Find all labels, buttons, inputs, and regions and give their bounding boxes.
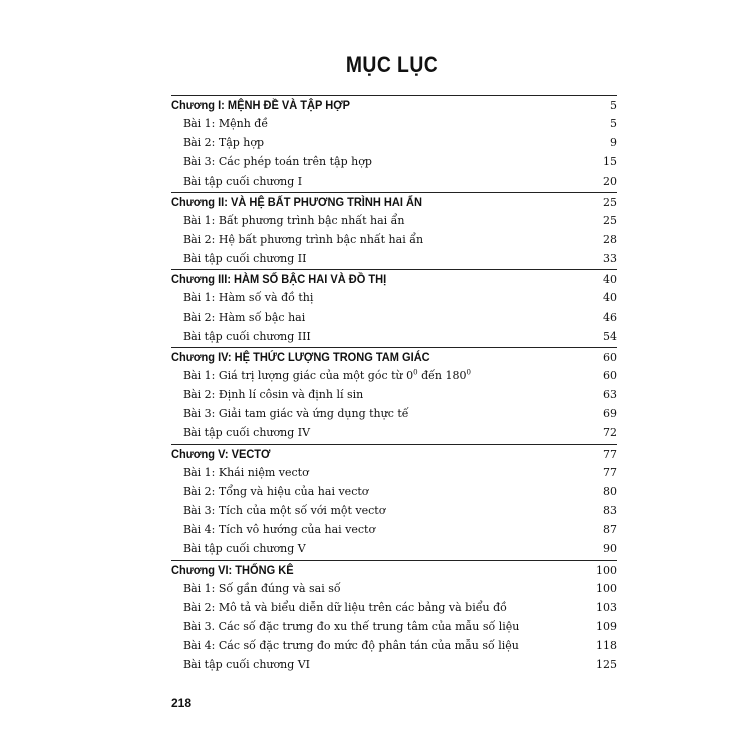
chapter-page-number: 5 bbox=[610, 99, 617, 112]
lesson-title: Bài tập cuối chương I bbox=[183, 174, 303, 188]
chapter-page-number: 60 bbox=[603, 350, 617, 364]
lesson-title: Bài 3: Tích của một số với một vectơ bbox=[183, 504, 386, 517]
lesson-row[interactable] bbox=[171, 172, 617, 191]
lesson-page-number: 5 bbox=[610, 117, 617, 130]
page-number: 218 bbox=[171, 696, 192, 710]
chapter-heading: Chương I: MỆNH ĐỀ VÀ TẬP HỢP bbox=[171, 98, 351, 112]
lesson-row[interactable] bbox=[171, 482, 617, 501]
lesson-title: Bài 1: Giá trị lượng giác của một góc từ $0^0$ đến $180^0$ bbox=[183, 368, 471, 382]
lesson-row[interactable] bbox=[171, 249, 617, 268]
lesson-title: Bài 2: Tổng và hiệu của hai vectơ bbox=[183, 484, 369, 498]
lesson-title: Bài tập cuối chương VI bbox=[183, 658, 311, 672]
lesson-title: Bài 1: Mệnh đề bbox=[183, 117, 269, 130]
chapter-page-number: 25 bbox=[603, 195, 617, 209]
lesson-page-number: 63 bbox=[603, 388, 617, 402]
lesson-title: Bài 1: Khái niệm vectơ bbox=[183, 465, 309, 479]
chapter-section bbox=[171, 560, 617, 675]
lesson-title: Bài 1: Bất phương trình bậc nhất hai ẩn bbox=[183, 213, 405, 227]
lesson-page-number: 33 bbox=[603, 252, 617, 266]
lesson-title: Bài 2: Hệ bất phương trình bậc nhất hai ẩn bbox=[183, 232, 424, 246]
lesson-page-number: 109 bbox=[596, 619, 617, 633]
lesson-row[interactable] bbox=[171, 308, 617, 327]
chapter-section bbox=[171, 269, 617, 346]
lesson-row[interactable] bbox=[171, 230, 617, 249]
lesson-title: Bài tập cuối chương IV bbox=[183, 426, 311, 440]
lesson-title: Bài tập cuối chương II bbox=[183, 252, 307, 266]
chapter-page-number: 77 bbox=[603, 447, 617, 461]
lesson-title: Bài 3. Các số đặc trưng đo xu thế trung tâm của mẫu số liệu bbox=[183, 619, 520, 633]
chapter-heading-row[interactable] bbox=[171, 347, 617, 366]
lesson-row[interactable] bbox=[171, 366, 617, 385]
lesson-row[interactable] bbox=[171, 617, 617, 636]
lesson-row[interactable] bbox=[171, 211, 617, 230]
lesson-row[interactable] bbox=[171, 501, 617, 520]
page-title: MỤC LỤC bbox=[345, 52, 439, 77]
lesson-page-number: 80 bbox=[603, 484, 617, 498]
chapter-section bbox=[171, 192, 617, 269]
lesson-page-number: 87 bbox=[603, 523, 617, 537]
lesson-page-number: 15 bbox=[603, 155, 617, 169]
chapter-heading: Chương V: VECTƠ bbox=[171, 446, 271, 461]
lesson-page-number: 25 bbox=[603, 213, 617, 227]
chapter-heading-row[interactable] bbox=[171, 444, 617, 463]
lesson-page-number: 54 bbox=[603, 329, 617, 343]
lesson-row[interactable] bbox=[171, 327, 617, 346]
lesson-row[interactable] bbox=[171, 114, 617, 133]
lesson-page-number: 100 bbox=[596, 581, 617, 595]
lesson-row[interactable] bbox=[171, 539, 617, 558]
chapter-page-number: 40 bbox=[603, 273, 617, 287]
lesson-page-number: 83 bbox=[603, 504, 617, 517]
lesson-page-number: 46 bbox=[603, 310, 617, 324]
chapter-section bbox=[171, 347, 617, 443]
lesson-title: Bài 4: Các số đặc trưng đo mức độ phân tán của mẫu số liệu bbox=[183, 639, 519, 653]
lesson-title: Bài tập cuối chương III bbox=[183, 329, 311, 343]
chapter-heading: Chương III: HÀM SỐ BẬC HAI VÀ ĐỒ THỊ bbox=[171, 272, 387, 287]
lesson-row[interactable] bbox=[171, 404, 617, 423]
lesson-title: Bài 2: Định lí côsin và định lí sin bbox=[183, 388, 364, 402]
chapter-page-number: 100 bbox=[596, 563, 617, 577]
lesson-title: Bài 1: Hàm số và đồ thị bbox=[183, 291, 314, 305]
lesson-page-number: 90 bbox=[603, 542, 617, 556]
lesson-row[interactable] bbox=[171, 636, 617, 655]
chapter-heading-row[interactable] bbox=[171, 269, 617, 288]
lesson-row[interactable] bbox=[171, 579, 617, 598]
lesson-page-number: 72 bbox=[603, 426, 617, 440]
lesson-title: Bài tập cuối chương V bbox=[183, 542, 306, 556]
lesson-page-number: 60 bbox=[603, 368, 617, 382]
lesson-page-number: 20 bbox=[603, 174, 617, 188]
lesson-title: Bài 1: Số gần đúng và sai số bbox=[183, 581, 341, 595]
lesson-row[interactable] bbox=[171, 385, 617, 404]
lesson-row[interactable] bbox=[171, 520, 617, 539]
lesson-page-number: 77 bbox=[603, 465, 617, 479]
lesson-row[interactable] bbox=[171, 463, 617, 482]
lesson-row[interactable] bbox=[171, 655, 617, 674]
chapter-heading-row[interactable] bbox=[171, 95, 617, 114]
lesson-page-number: 103 bbox=[596, 600, 617, 614]
lesson-row[interactable] bbox=[171, 288, 617, 307]
lesson-title: Bài 4: Tích vô hướng của hai vectơ bbox=[183, 523, 376, 537]
lesson-page-number: 118 bbox=[596, 639, 617, 653]
lesson-title: Bài 2: Hàm số bậc hai bbox=[183, 310, 306, 324]
chapter-heading-row[interactable] bbox=[171, 560, 617, 579]
lesson-page-number: 40 bbox=[603, 291, 617, 305]
lesson-row[interactable] bbox=[171, 423, 617, 442]
table-of-contents bbox=[171, 94, 617, 675]
lesson-page-number: 69 bbox=[603, 407, 617, 421]
lesson-title: Bài 2: Mô tả và biểu diễn dữ liệu trên các bảng và biểu đồ bbox=[183, 600, 507, 614]
lesson-row[interactable] bbox=[171, 598, 617, 617]
lesson-title: Bài 3: Các phép toán trên tập hợp bbox=[183, 155, 372, 169]
chapter-heading-row[interactable] bbox=[171, 192, 617, 211]
chapter-heading: Chương II: VÀ HỆ BẤT PHƯƠNG TRÌNH HAI ẨN bbox=[171, 194, 422, 209]
chapter-section bbox=[171, 95, 617, 191]
chapter-heading: Chương IV: HỆ THỨC LƯỢNG TRONG TAM GIÁC bbox=[171, 349, 430, 364]
lesson-row[interactable] bbox=[171, 152, 617, 171]
lesson-title: Bài 2: Tập hợp bbox=[183, 136, 265, 150]
lesson-title: Bài 3: Giải tam giác và ứng dụng thực tế bbox=[183, 407, 409, 421]
lesson-page-number: 9 bbox=[610, 136, 617, 150]
chapter-section bbox=[171, 444, 617, 559]
lesson-page-number: 125 bbox=[596, 658, 617, 672]
chapter-heading: Chương VI: THỐNG KÊ bbox=[171, 562, 294, 577]
lesson-page-number: 28 bbox=[603, 232, 617, 246]
lesson-row[interactable] bbox=[171, 133, 617, 152]
